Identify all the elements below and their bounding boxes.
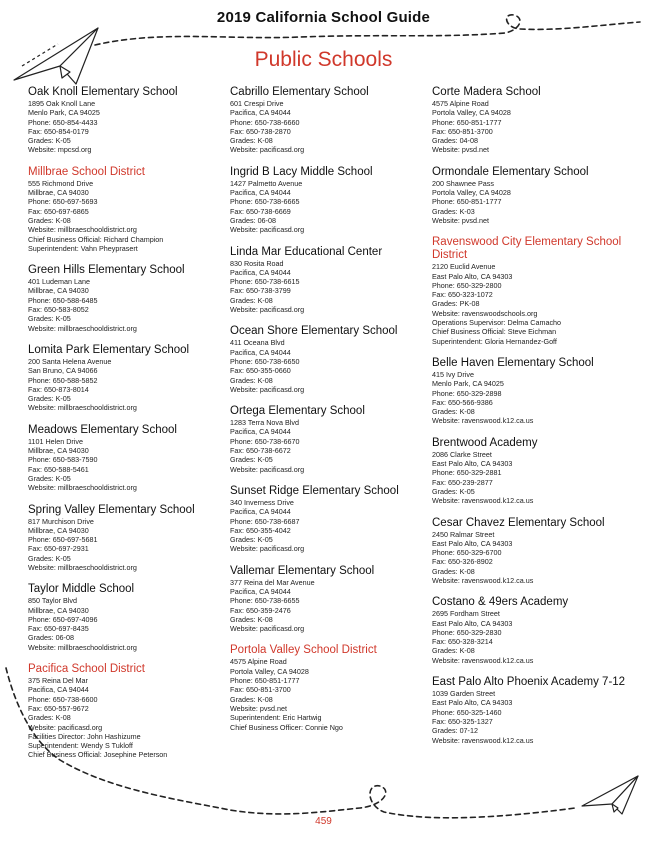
listing-detail-line: Millbrae, CA 94030 [28, 286, 89, 296]
listing-detail-line: 1895 Oak Knoll Lane [28, 99, 96, 108]
listing-detail-line: Phone: 650-738-6650 [230, 356, 300, 366]
listing-detail-line: Fax: 650-697-8435 [28, 624, 89, 634]
school-listing [230, 405, 426, 474]
listing-detail-line: Pacifica, CA 94044 [230, 347, 291, 357]
listing-detail-line: Website: pvsd.net [230, 703, 287, 713]
district-listing [230, 644, 426, 731]
listing-detail-line: Phone: 650-851-1777 [230, 676, 300, 686]
listing-detail-line: Fax: 650-328-3214 [432, 637, 493, 647]
listing-detail-line: Fax: 650-566-9386 [432, 397, 493, 407]
listing-detail-line: Grades: K-08 [432, 646, 475, 656]
school-name: Cabrillo Elementary School [230, 86, 369, 98]
listing-detail-line: Portola Valley, CA 94028 [432, 108, 511, 118]
listing-detail-line: 555 Richmond Drive [28, 178, 94, 188]
school-name: East Palo Alto Phoenix Academy 7-12 [432, 676, 626, 689]
listing-detail-line: Phone: 650-329-2881 [432, 468, 502, 478]
listing-detail-line: Superintendent: Wendy S Tukloff [28, 741, 133, 751]
listing-detail-line: Millbrae, CA 94030 [28, 605, 89, 615]
guide-title: 2019 California School Guide [216, 9, 431, 26]
listing-detail-line: Website: pvsd.net [432, 145, 489, 155]
school-listing [432, 676, 628, 745]
listing-detail-line: San Bruno, CA 94066 [28, 366, 98, 376]
district-listing [432, 236, 628, 346]
listing-detail-line: 411 Oceana Blvd [230, 338, 285, 348]
listing-detail-line: Menlo Park, CA 94025 [28, 108, 100, 118]
listing-detail-line: East Palo Alto, CA 94303 [432, 698, 513, 708]
listing-detail-line: Fax: 650-355-0660 [230, 366, 291, 376]
listing-detail-line: 4575 Alpine Road [432, 99, 489, 108]
listing-detail-line: Superintendent: Eric Hartwig [230, 713, 322, 723]
listing-detail-line: Fax: 650-557-9672 [28, 703, 89, 713]
listing-detail-line: Phone: 650-588-6485 [28, 295, 98, 305]
school-name: Meadows Elementary School [28, 423, 177, 436]
listing-detail-line: Fax: 650-697-6865 [28, 206, 89, 216]
listing-detail-line: Pacifica, CA 94044 [230, 267, 291, 277]
listing-detail-line: Fax: 650-738-3799 [230, 286, 291, 296]
listing-detail-line: Website: millbraeschooldistrict.org [28, 403, 137, 413]
listing-detail-line: Website: ravenswood.k12.ca.us [432, 655, 534, 665]
listing-detail-line: Website: millbraeschooldistrict.org [28, 562, 137, 572]
listing-detail-line: Website: ravenswood.k12.ca.us [432, 416, 534, 426]
school-name: Oak Knoll Elementary School [28, 86, 178, 98]
school-name: Ormondale Elementary School [432, 165, 589, 178]
listing-detail-line: Fax: 650-738-2870 [230, 126, 291, 136]
listing-detail-line: 2120 Euclid Avenue [432, 262, 496, 272]
listing-detail-line: Facilities Director: John Hashizume [28, 731, 141, 741]
listing-detail-line: Millbrae, CA 94030 [28, 188, 89, 198]
listing-detail-line: 200 Santa Helena Avenue [28, 356, 112, 366]
listing-detail-line: Phone: 650-325-1460 [432, 707, 502, 717]
school-listing [432, 517, 628, 586]
district-name: Millbrae School District [28, 165, 145, 178]
listing-detail-line: Fax: 650-854-0179 [28, 126, 89, 136]
school-name: Brentwood Academy [432, 436, 538, 449]
school-name: Belle Haven Elementary School [432, 356, 594, 369]
listing-detail-line: Fax: 650-697-2931 [28, 544, 89, 554]
district-listing [28, 166, 224, 253]
school-listing [230, 325, 426, 394]
listing-detail-line: Phone: 650-329-2830 [432, 627, 502, 637]
listing-detail-line: Website: pacificasd.org [28, 722, 103, 732]
listing-detail-line: Fax: 650-583-8052 [28, 305, 89, 315]
listing-detail-line: 415 Ivy Drive [432, 369, 474, 379]
listing-detail-line: 377 Reina del Mar Avenue [230, 577, 315, 587]
school-name: Sunset Ridge Elementary School [230, 484, 399, 497]
listing-detail-line: Pacifica, CA 94044 [230, 586, 291, 596]
listing-detail-line: 200 Shawnee Pass [432, 178, 494, 188]
listing-detail-line: 375 Reina Del Mar [28, 676, 88, 686]
listing-detail-line: Chief Business Official: Josephine Peterson [28, 750, 168, 760]
listing-detail-line: Phone: 650-329-6700 [432, 548, 502, 558]
listing-detail-line: 2450 Ralmar Street [432, 529, 495, 539]
school-name: Linda Mar Educational Center [230, 245, 383, 258]
school-listing [28, 86, 224, 155]
school-listing [230, 246, 426, 315]
school-listing [28, 504, 224, 573]
listing-detail-line: Grades: K-05 [28, 314, 71, 324]
listing-detail-line: Grades: K-05 [28, 473, 71, 483]
school-name: Lomita Park Elementary School [28, 343, 190, 356]
listing-detail-line: Phone: 650-697-4096 [28, 614, 98, 624]
school-name: Taylor Middle School [28, 583, 135, 596]
school-name: Green Hills Elementary School [28, 264, 185, 277]
listing-detail-line: Grades: K-08 [230, 136, 273, 146]
school-name: Costano & 49ers Academy [432, 596, 569, 609]
listing-detail-line: Grades: K-08 [28, 215, 71, 225]
listing-detail-line: East Palo Alto, CA 94303 [432, 459, 513, 469]
listing-detail-line: Website: millbraeschooldistrict.org [28, 225, 137, 235]
school-listing [28, 264, 224, 333]
listing-detail-line: Phone: 650-854-4433 [28, 117, 98, 127]
listing-detail-line: East Palo Alto, CA 94303 [432, 538, 513, 548]
listing-detail-line: Phone: 650-697-5693 [28, 197, 98, 207]
school-name: Vallemar Elementary School [230, 564, 375, 577]
listing-detail-line: Fax: 650-873-8014 [28, 384, 89, 394]
listing-detail-line: Fax: 650-355-4042 [230, 525, 291, 535]
listing-detail-line: East Palo Alto, CA 94303 [432, 618, 513, 628]
listing-detail-line: 1283 Terra Nova Blvd [230, 418, 299, 428]
listing-detail-line: Grades: K-05 [28, 394, 71, 404]
page-number: 459 [315, 816, 332, 827]
school-listing [230, 166, 426, 235]
district-name: Portola Valley School District [230, 644, 377, 657]
listing-detail-line: 830 Rosita Road [230, 258, 284, 268]
school-listing [432, 166, 628, 225]
listing-detail-line: Grades: K-05 [230, 455, 273, 465]
listing-detail-line: Grades: K-08 [28, 713, 71, 723]
column-right [432, 86, 628, 756]
listing-detail-line: Grades: 06-08 [230, 215, 276, 225]
listing-detail-line: Grades: 04-08 [432, 136, 478, 146]
district-name: Pacifica School District [28, 663, 145, 676]
listing-detail-line: Fax: 650-239-2877 [432, 477, 493, 487]
listing-detail-line: Operations Supervisor: Delma Camacho [432, 318, 562, 328]
listing-detail-line: Grades: K-08 [432, 407, 475, 417]
school-listing [230, 86, 426, 155]
listing-detail-line: Website: pacificasd.org [230, 305, 305, 315]
listing-detail-line: 1427 Palmetto Avenue [230, 178, 303, 188]
listing-detail-line: 4575 Alpine Road [230, 657, 287, 667]
listing-detail-line: Grades: 06-08 [28, 633, 74, 643]
listing-detail-line: Millbrae, CA 94030 [28, 525, 89, 535]
listing-detail-line: Phone: 650-738-6665 [230, 197, 300, 207]
listing-detail-line: 1039 Garden Street [432, 689, 496, 699]
listing-detail-line: Grades: K-05 [432, 486, 475, 496]
district-name: Ravenswood City Elementary School District [432, 236, 622, 262]
listing-detail-line: Fax: 650-738-6672 [230, 446, 291, 456]
listing-detail-line: 340 Inverness Drive [230, 497, 294, 507]
listing-detail-line: Fax: 650-851-3700 [432, 126, 493, 136]
listing-detail-line: Fax: 650-738-6669 [230, 206, 291, 216]
listing-detail-line: 2086 Clarke Street [432, 449, 492, 459]
listing-detail-line: Website: ravenswood.k12.ca.us [432, 496, 534, 506]
listing-detail-line: Fax: 650-326-8902 [432, 557, 493, 567]
listing-detail-line: Website: ravenswoodschools.org [432, 308, 538, 318]
listing-detail-line: Fax: 650-359-2476 [230, 605, 291, 615]
school-name: Corte Madera School [432, 86, 541, 98]
listing-detail-line: Portola Valley, CA 94028 [230, 666, 309, 676]
listing-detail-line: Pacifica, CA 94044 [230, 427, 291, 437]
district-listing [28, 663, 224, 760]
listing-detail-line: Chief Business Official: Steve Eichman [432, 327, 557, 337]
listing-detail-line: 601 Crespi Drive [230, 99, 284, 108]
listing-detail-line: Website: pacificasd.org [230, 544, 305, 554]
listing-detail-line: Website: millbraeschooldistrict.org [28, 323, 137, 333]
listing-detail-line: Grades: K-08 [230, 295, 273, 305]
listing-detail-line: Phone: 650-738-6615 [230, 277, 300, 287]
school-listing [28, 344, 224, 413]
listing-detail-line: Phone: 650-738-6655 [230, 596, 300, 606]
listing-detail-line: 850 Taylor Blvd [28, 596, 78, 606]
listing-detail-line: Phone: 650-329-2800 [432, 280, 502, 290]
listing-detail-line: Grades: K-08 [230, 375, 273, 385]
listing-detail-line: Website: pvsd.net [432, 215, 489, 225]
listing-detail-line: Pacifica, CA 94044 [28, 685, 89, 695]
listing-detail-line: Phone: 650-583-7590 [28, 455, 98, 465]
listing-detail-line: Website: pacificasd.org [230, 225, 305, 235]
listing-detail-line: Grades: 07-12 [432, 726, 478, 736]
school-listing [432, 86, 628, 155]
listing-detail-line: Grades: K-05 [28, 136, 71, 146]
listing-detail-line: Portola Valley, CA 94028 [432, 188, 511, 198]
listing-detail-line: Grades: K-08 [432, 566, 475, 576]
listing-detail-line: Millbrae, CA 94030 [28, 446, 89, 456]
listing-detail-line: Chief Business Officer: Connie Ngo [230, 722, 343, 732]
school-name: Ingrid B Lacy Middle School [230, 165, 373, 178]
listing-detail-line: Phone: 650-851-1777 [432, 197, 502, 207]
listing-detail-line: Website: millbraeschooldistrict.org [28, 642, 137, 652]
listing-detail-line: Grades: K-05 [28, 553, 71, 563]
listing-detail-line: 1101 Helen Drive [28, 436, 84, 446]
school-listing [432, 596, 628, 665]
listing-detail-line: Superintendent: Gloria Hernandez-Goff [432, 336, 557, 346]
section-heading: Public Schools [254, 48, 393, 71]
listing-detail-line: Fax: 650-851-3700 [230, 685, 291, 695]
listing-detail-line: Phone: 650-697-5681 [28, 535, 98, 545]
listing-detail-line: Website: pacificasd.org [230, 145, 305, 155]
listing-detail-line: Website: pacificasd.org [230, 384, 305, 394]
school-listing [432, 437, 628, 506]
school-name: Spring Valley Elementary School [28, 503, 195, 516]
listing-detail-line: Pacifica, CA 94044 [230, 108, 291, 118]
column-left [28, 86, 224, 771]
listing-detail-line: Phone: 650-588-5852 [28, 375, 98, 385]
listing-detail-line: Pacifica, CA 94044 [230, 188, 291, 198]
listing-detail-line: Website: pacificasd.org [230, 464, 305, 474]
school-listing [28, 583, 224, 652]
listing-detail-line: Phone: 650-738-6670 [230, 436, 300, 446]
listing-detail-line: Phone: 650-329-2898 [432, 388, 502, 398]
listing-detail-line: 817 Murchison Drive [28, 516, 94, 526]
school-name: Ortega Elementary School [230, 405, 365, 418]
listing-detail-line: Website: ravenswood.k12.ca.us [432, 735, 534, 745]
listing-detail-line: Phone: 650-738-6660 [230, 117, 300, 127]
listing-detail-line: Phone: 650-738-6687 [230, 516, 300, 526]
listing-detail-line: 401 Ludeman Lane [28, 277, 90, 287]
listing-detail-line: Fax: 650-323-1072 [432, 290, 493, 300]
listing-detail-line: Menlo Park, CA 94025 [432, 379, 504, 389]
listing-detail-line: Phone: 650-851-1777 [432, 117, 502, 127]
school-listing [28, 424, 224, 493]
listing-detail-line: Grades: PK-08 [432, 299, 480, 309]
school-name: Cesar Chavez Elementary School [432, 516, 605, 529]
listing-detail-line: Website: mpcsd.org [28, 145, 92, 155]
listing-detail-line: Pacifica, CA 94044 [230, 507, 291, 517]
listing-detail-line: Website: millbraeschooldistrict.org [28, 483, 137, 493]
listing-detail-line: Grades: K-08 [230, 694, 273, 704]
school-listing [230, 565, 426, 634]
listing-detail-line: Grades: K-05 [230, 535, 273, 545]
small-paper-airplane-icon [582, 776, 638, 814]
listing-detail-line: Grades: K-08 [230, 614, 273, 624]
listing-detail-line: Website: pacificasd.org [230, 624, 305, 634]
listing-detail-line: Fax: 650-588-5461 [28, 464, 89, 474]
listing-detail-line: 2695 Fordham Street [432, 609, 500, 619]
listing-detail-line: Chief Business Official: Richard Champion [28, 234, 164, 244]
school-name: Ocean Shore Elementary School [230, 325, 398, 338]
listing-detail-line: Fax: 650-325-1327 [432, 716, 493, 726]
listing-detail-line: East Palo Alto, CA 94303 [432, 271, 513, 281]
listing-detail-line: Phone: 650-738-6600 [28, 694, 98, 704]
listing-detail-line: Grades: K-03 [432, 206, 475, 216]
listing-detail-line: Website: ravenswood.k12.ca.us [432, 575, 534, 585]
school-listing [230, 485, 426, 554]
school-listing [432, 357, 628, 426]
column-middle [230, 86, 426, 743]
listing-detail-line: Superintendent: Vahn Pheyprasert [28, 243, 138, 253]
